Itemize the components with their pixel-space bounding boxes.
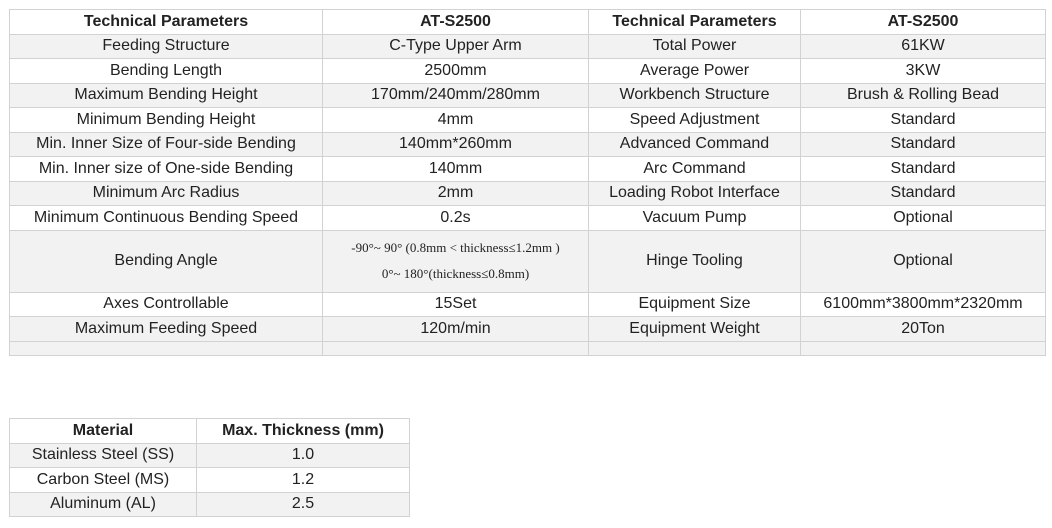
parameter-label: Equipment Size — [589, 292, 801, 317]
parameter-value: Standard — [801, 157, 1046, 182]
column-header: Material — [10, 419, 197, 444]
parameter-label: Bending Angle — [10, 230, 323, 292]
parameter-value: 170mm/240mm/280mm — [323, 83, 589, 108]
table-row — [10, 157, 1046, 182]
parameter-value: C-Type Upper Arm — [323, 34, 589, 59]
material-name: Carbon Steel (MS) — [10, 468, 197, 493]
column-header: Max. Thickness (mm) — [197, 419, 410, 444]
parameter-label: Minimum Continuous Bending Speed — [10, 206, 323, 231]
parameter-label: Bending Length — [10, 59, 323, 84]
parameter-value: 140mm*260mm — [323, 132, 589, 157]
parameter-label: Axes Controllable — [10, 292, 323, 317]
parameter-value: 6100mm*3800mm*2320mm — [801, 292, 1046, 317]
parameter-value: 120m/min — [323, 317, 589, 342]
technical-parameters-table — [9, 9, 1046, 356]
parameter-label: Min. Inner size of One-side Bending — [10, 157, 323, 182]
column-header: Technical Parameters — [10, 10, 323, 35]
table-row — [10, 59, 1046, 84]
bending-angle-values — [323, 230, 589, 292]
table-row — [10, 181, 1046, 206]
empty-cell — [323, 341, 589, 355]
empty-cell — [589, 341, 801, 355]
parameter-value: 2500mm — [323, 59, 589, 84]
parameter-label: Feeding Structure — [10, 34, 323, 59]
parameter-label: Loading Robot Interface — [589, 181, 801, 206]
parameter-label: Workbench Structure — [589, 83, 801, 108]
parameter-label: Minimum Bending Height — [10, 108, 323, 133]
column-header: Technical Parameters — [589, 10, 801, 35]
parameter-value: 3KW — [801, 59, 1046, 84]
parameter-label: Advanced Command — [589, 132, 801, 157]
material-thickness: 1.2 — [197, 468, 410, 493]
bending-angle-line: 0°~ 180°(thickness≤0.8mm) — [381, 266, 530, 281]
column-header: AT-S2500 — [323, 10, 589, 35]
table-row — [10, 132, 1046, 157]
table-row — [10, 108, 1046, 133]
parameter-value: 61KW — [801, 34, 1046, 59]
parameter-value: Brush & Rolling Bead — [801, 83, 1046, 108]
table-row — [10, 230, 1046, 292]
parameter-value: Optional — [801, 230, 1046, 292]
table-row — [10, 443, 410, 468]
column-header: AT-S2500 — [801, 10, 1046, 35]
material-thickness: 2.5 — [197, 492, 410, 517]
parameter-label: Total Power — [589, 34, 801, 59]
table-row — [10, 292, 1046, 317]
material-thickness-table — [9, 418, 410, 517]
parameter-value: 0.2s — [323, 206, 589, 231]
parameter-value: Optional — [801, 206, 1046, 231]
parameter-label: Speed Adjustment — [589, 108, 801, 133]
parameter-value: 15Set — [323, 292, 589, 317]
material-name: Aluminum (AL) — [10, 492, 197, 517]
table-row — [10, 317, 1046, 342]
table-row — [10, 492, 410, 517]
parameter-label: Hinge Tooling — [589, 230, 801, 292]
parameter-label: Arc Command — [589, 157, 801, 182]
table-row — [10, 83, 1046, 108]
parameter-value: 2mm — [323, 181, 589, 206]
parameter-value: Standard — [801, 181, 1046, 206]
material-name: Stainless Steel (SS) — [10, 443, 197, 468]
table-row — [10, 206, 1046, 231]
table-row — [10, 468, 410, 493]
table-header-row — [10, 419, 410, 444]
parameter-label: Maximum Feeding Speed — [10, 317, 323, 342]
table-spacer-row — [10, 341, 1046, 355]
empty-cell — [10, 341, 323, 355]
table-row — [10, 34, 1046, 59]
parameter-label: Min. Inner Size of Four-side Bending — [10, 132, 323, 157]
bending-angle-line: -90°~ 90° (0.8mm < thickness≤1.2mm ) — [351, 240, 560, 255]
parameter-value: Standard — [801, 108, 1046, 133]
parameter-label: Average Power — [589, 59, 801, 84]
material-thickness: 1.0 — [197, 443, 410, 468]
parameter-label: Maximum Bending Height — [10, 83, 323, 108]
table-header-row — [10, 10, 1046, 35]
parameter-label: Vacuum Pump — [589, 206, 801, 231]
parameter-value: 20Ton — [801, 317, 1046, 342]
parameter-value: Standard — [801, 132, 1046, 157]
parameter-value: 4mm — [323, 108, 589, 133]
parameter-label: Minimum Arc Radius — [10, 181, 323, 206]
parameter-value: 140mm — [323, 157, 589, 182]
parameter-label: Equipment Weight — [589, 317, 801, 342]
empty-cell — [801, 341, 1046, 355]
